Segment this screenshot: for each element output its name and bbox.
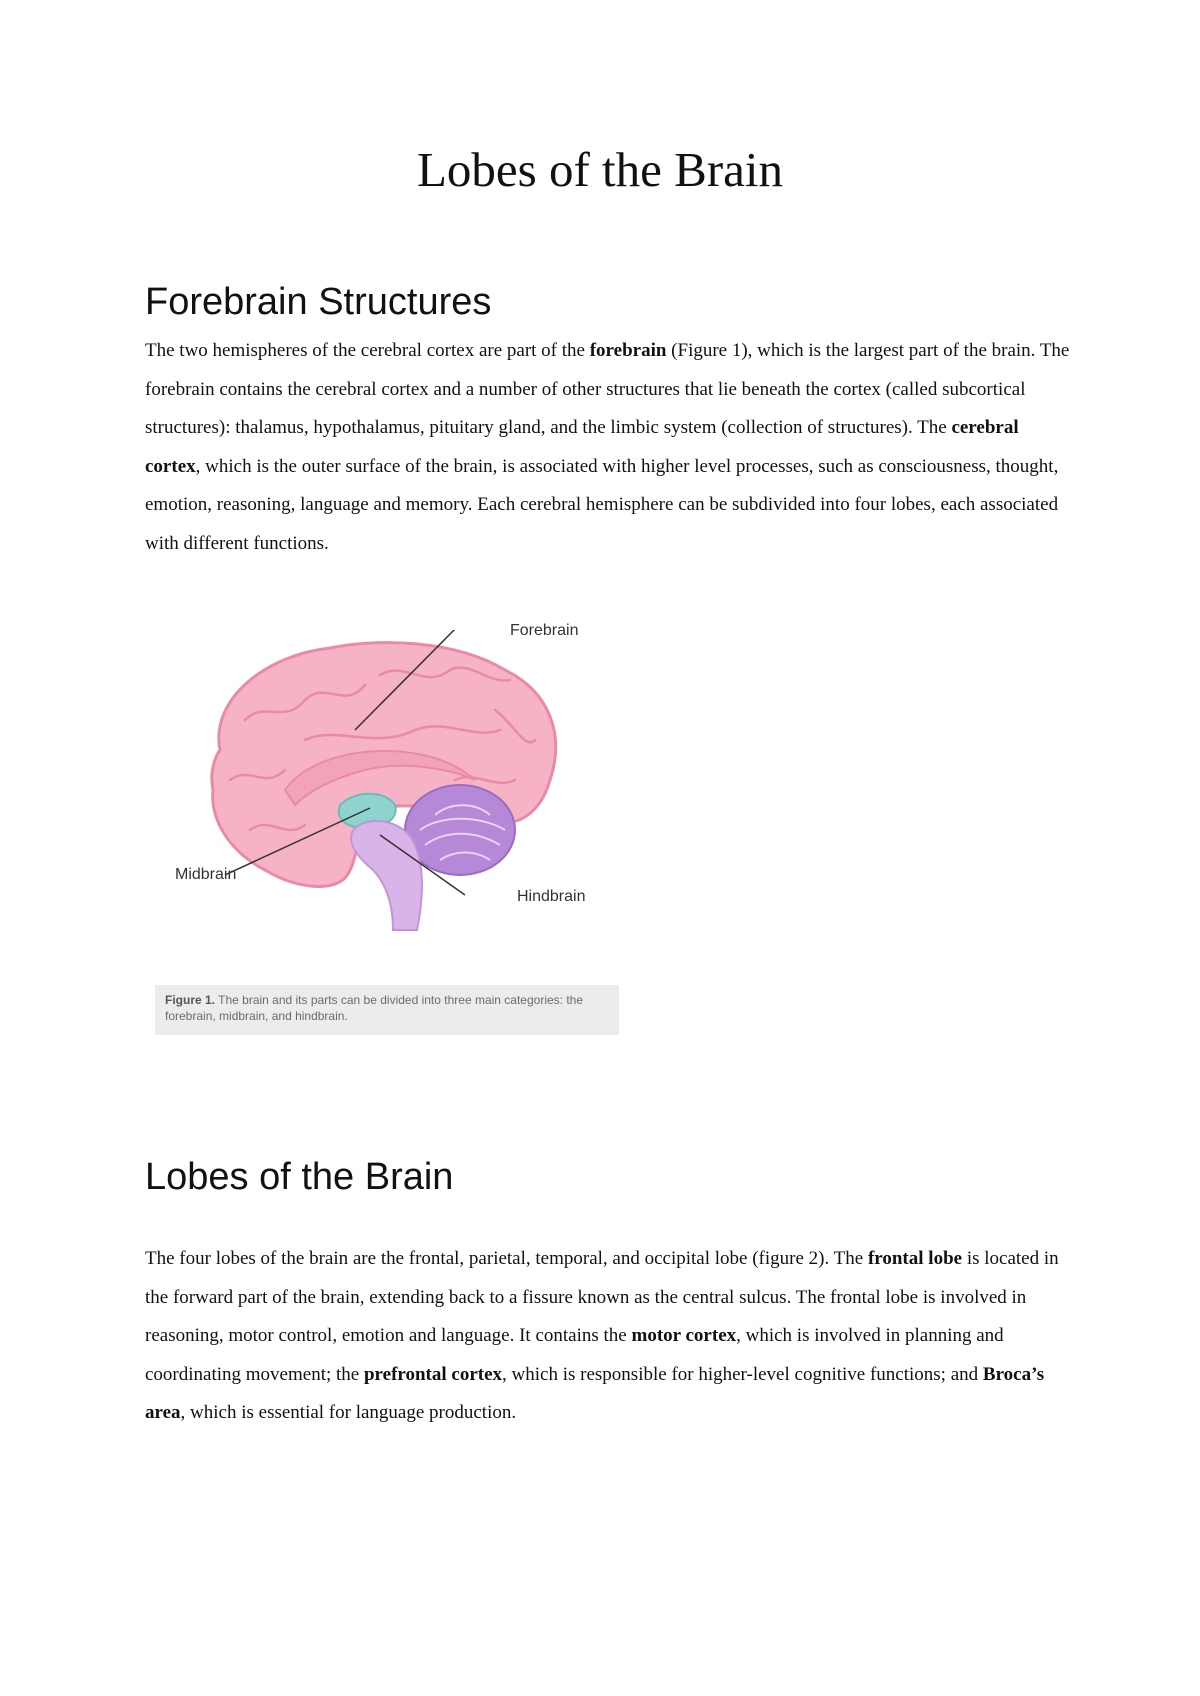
text-run: , which is involved in planning and coordinating movement; the — [145, 1325, 1004, 1385]
brainstem-shape — [351, 821, 422, 930]
bold-term-prefrontal-cortex: prefrontal cortex — [363, 1363, 503, 1385]
bold-term-motor-cortex: motor cortex — [631, 1325, 737, 1346]
figure-1-caption — [155, 985, 619, 1035]
figure-label-midbrain: Midbrain — [175, 866, 237, 883]
section-heading-lobes-of-the-brain: Lobes of the Brain — [145, 1156, 454, 1198]
figure-label-forebrain: Forebrain — [510, 622, 579, 639]
text-run: , which is responsible for higher-level cognitive functions; and — [502, 1363, 983, 1385]
text-run: is located in the forward part of the brain, extending back to a fissure known as the central sulcus. The frontal lobe is involved in reasoning, motor control, emotion and language. It contains the — [145, 1248, 1059, 1346]
text-run: (Figure 1), which is the largest part of the brain. The forebrain contains the cerebral cortex and a number of other structures that lie beneath the cortex (called subcortical structures): thalamus, hypothalamus, pituitary gland, and the limbic system (collection of structures). The — [145, 340, 1070, 438]
text-run: The two hemispheres of the cerebral cortex are part of the — [145, 340, 590, 361]
bold-term-frontal-lobe: frontal lobe — [867, 1248, 963, 1269]
text-run: , which is essential for language production. — [180, 1402, 517, 1423]
bold-term-brocas-area: Broca’s area — [145, 1363, 1045, 1423]
forebrain-paragraph — [145, 332, 1075, 563]
section-heading-forebrain-structures: Forebrain Structures — [145, 281, 492, 323]
caption-text: The brain and its parts can be divided into three main categories: the forebrain, midbrain, and hindbrain. — [165, 993, 584, 1023]
lobes-paragraph — [145, 1240, 1075, 1433]
figure-1-brain-illustration — [155, 622, 625, 1040]
bold-term-cerebral-cortex: cerebral cortex — [145, 417, 1019, 477]
text-run: The four lobes of the brain are the frontal, parietal, temporal, and occipital lobe (figure 2). The — [145, 1248, 868, 1269]
text-run: , which is the outer surface of the brain, is associated with higher level processes, such as consciousness, thought, emotion, reasoning, language and memory. Each cerebral hemisphere can be subdivided into four lobes, each associated with different functions. — [145, 455, 1059, 554]
document-title: Lobes of the Brain — [416, 142, 784, 197]
bold-term-forebrain: forebrain — [589, 340, 667, 361]
caption-figure-number: Figure 1. — [165, 993, 216, 1007]
figure-label-hindbrain: Hindbrain — [517, 888, 586, 905]
brain-diagram — [155, 630, 625, 990]
